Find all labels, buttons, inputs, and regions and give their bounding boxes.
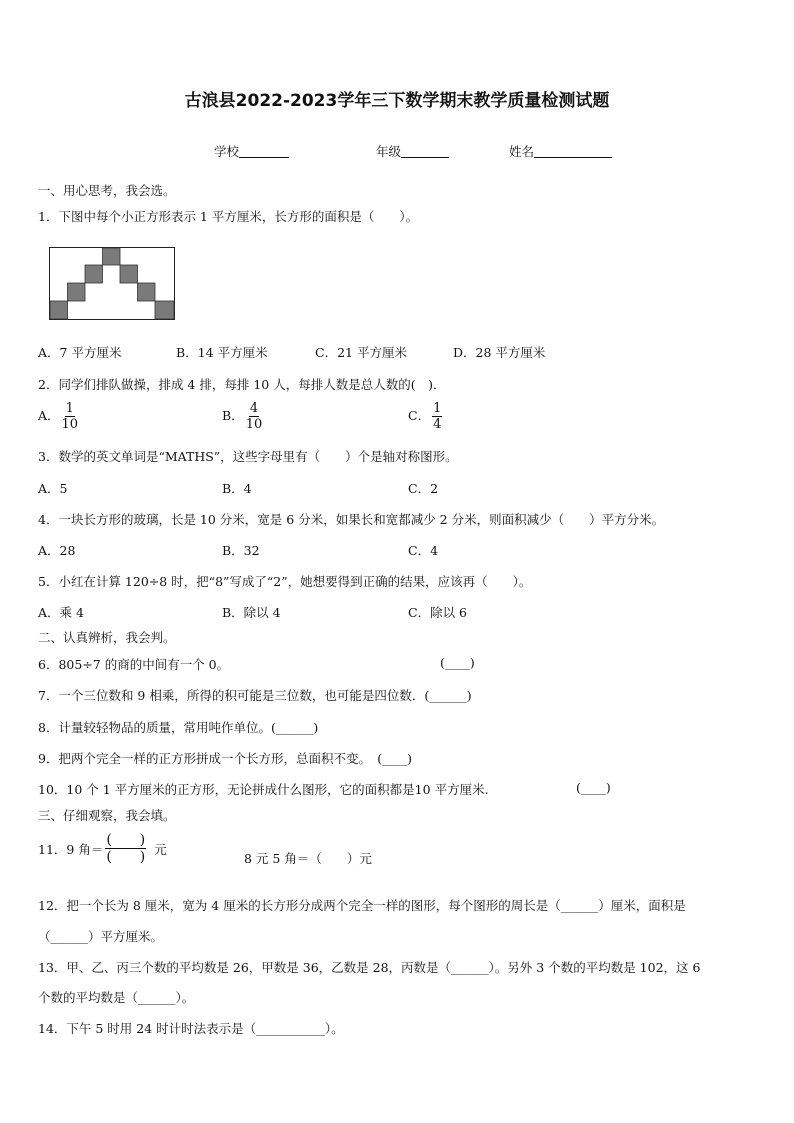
q2-option-b[interactable] bbox=[222, 402, 264, 431]
q2-option-c-fraction bbox=[432, 402, 442, 431]
q5-option-a[interactable]: A．乘 4 bbox=[38, 605, 84, 620]
question-7-stem: 7．一个三位数和 9 相乘，所得的积可能是三位数，也可能是四位数．(______) bbox=[38, 688, 472, 703]
q3-option-b[interactable]: B．4 bbox=[222, 481, 252, 496]
question-11-prefix: 11．9 角＝ bbox=[38, 841, 104, 857]
q3-option-a[interactable]: A．5 bbox=[38, 481, 68, 496]
question-14-stem: 14．下午 5 时用 24 时计时法表示是（___________）。 bbox=[38, 1021, 344, 1036]
question-6-answer-blank[interactable]: (____) bbox=[440, 655, 475, 670]
question-13-line-2: 个数的平均数是（______）。 bbox=[38, 990, 195, 1005]
question-2-stem: 2．同学们排队做操，排成 4 排，每排 10 人，每排人数是总人数的( )． bbox=[38, 377, 446, 392]
fraction-numerator: ( ) bbox=[106, 832, 146, 848]
question-6-stem: 6．805÷7 的商的中间有一个 0。 bbox=[38, 657, 230, 672]
question-11-part-2: 8 元 5 角＝（ ）元 bbox=[244, 851, 372, 866]
q2-option-a-label: A． bbox=[38, 408, 60, 423]
fraction-numerator: 4 bbox=[249, 401, 259, 416]
question-9-stem: 9．把两个完全一样的正方形拼成一个长方形，总面积不变。 (____) bbox=[38, 751, 412, 766]
q1-option-d[interactable]: D．28 平方厘米 bbox=[453, 345, 546, 360]
question-5-stem: 5．小红在计算 120÷8 时，把“8”写成了“2”，她想要得到正确的结果，应该再（ ）。 bbox=[38, 574, 532, 589]
question-8-stem: 8．计量较轻物品的质量，常用吨作单位。(______) bbox=[38, 720, 319, 735]
q4-option-a[interactable]: A．28 bbox=[38, 543, 76, 558]
section-heading-1: 一、用心思考，我会选。 bbox=[38, 183, 176, 198]
question-10-answer-blank[interactable]: (____) bbox=[576, 780, 611, 795]
question-10-stem: 10．10 个 1 平方厘米的正方形，无论拼成什么图形，它的面积都是10 平方厘米. bbox=[38, 782, 489, 797]
question-3-stem: 3．数学的英文单词是“MATHS”，这些字母里有（ ）个是轴对称图形。 bbox=[38, 449, 458, 464]
question-11 bbox=[38, 833, 167, 864]
grade-blank[interactable] bbox=[401, 145, 449, 158]
q1-option-b[interactable]: B．14 平方厘米 bbox=[176, 345, 268, 360]
section-heading-2: 二、认真辨析，我会判。 bbox=[38, 630, 176, 645]
q5-option-c[interactable]: C．除以 6 bbox=[408, 605, 467, 620]
school-label: 学校 bbox=[214, 144, 240, 159]
school-field bbox=[214, 142, 289, 160]
q2-option-a-fraction bbox=[62, 402, 79, 431]
school-blank[interactable] bbox=[239, 145, 289, 158]
q1-option-c[interactable]: C．21 平方厘米 bbox=[315, 345, 407, 360]
question-1-stem: 1．下图中每个小正方形表示 1 平方厘米，长方形的面积是（ ）。 bbox=[38, 209, 419, 224]
question-11-fraction-blank[interactable] bbox=[105, 833, 146, 864]
question-4-stem: 4．一块长方形的玻璃，长是 10 分米，宽是 6 分米，如果长和宽都减少 2 分米，则面积减少（ ）平方分米。 bbox=[38, 512, 665, 527]
question-1-grid-figure bbox=[49, 247, 176, 321]
fraction-numerator: 1 bbox=[433, 401, 442, 416]
q4-option-b[interactable]: B．32 bbox=[222, 543, 260, 558]
q2-option-a[interactable] bbox=[38, 402, 80, 431]
q1-option-a[interactable]: A．7 平方厘米 bbox=[38, 345, 122, 360]
q4-option-c[interactable]: C．4 bbox=[408, 543, 439, 558]
q2-option-b-fraction bbox=[246, 402, 263, 431]
section-heading-3: 三、仔细观察，我会填。 bbox=[38, 808, 176, 823]
q2-option-c-label: C． bbox=[408, 408, 431, 423]
question-12-line-2: （______）平方厘米。 bbox=[38, 929, 164, 944]
grade-label: 年级 bbox=[376, 144, 402, 159]
question-12-line-1: 12．把一个长为 8 厘米，宽为 4 厘米的长方形分成两个完全一样的图形，每个图形的周长是（______）厘米，面积是 bbox=[38, 898, 686, 913]
page-title: 古浪县2022-2023学年三下数学期末教学质量检测试题 bbox=[184, 91, 610, 111]
q5-option-b[interactable]: B．除以 4 bbox=[222, 605, 281, 620]
q2-option-b-label: B． bbox=[222, 408, 244, 423]
fraction-denominator: 4 bbox=[433, 417, 442, 432]
q2-option-c[interactable] bbox=[408, 402, 444, 431]
grade-field bbox=[376, 142, 449, 160]
fraction-denominator: 10 bbox=[245, 417, 263, 432]
question-11-unit: 元 bbox=[154, 841, 167, 857]
fraction-numerator: 1 bbox=[65, 401, 74, 416]
name-field bbox=[509, 142, 612, 160]
name-label: 姓名 bbox=[509, 144, 535, 159]
q3-option-c[interactable]: C．2 bbox=[408, 481, 439, 496]
fraction-denominator: ( ) bbox=[106, 849, 146, 865]
fraction-denominator: 10 bbox=[61, 417, 79, 432]
name-blank[interactable] bbox=[534, 145, 612, 158]
question-13-line-1: 13．甲、乙、丙三个数的平均数是 26，甲数是 36，乙数是 28，丙数是（______）。另外 3 个数的平均数是 102，这 6 bbox=[38, 960, 701, 975]
